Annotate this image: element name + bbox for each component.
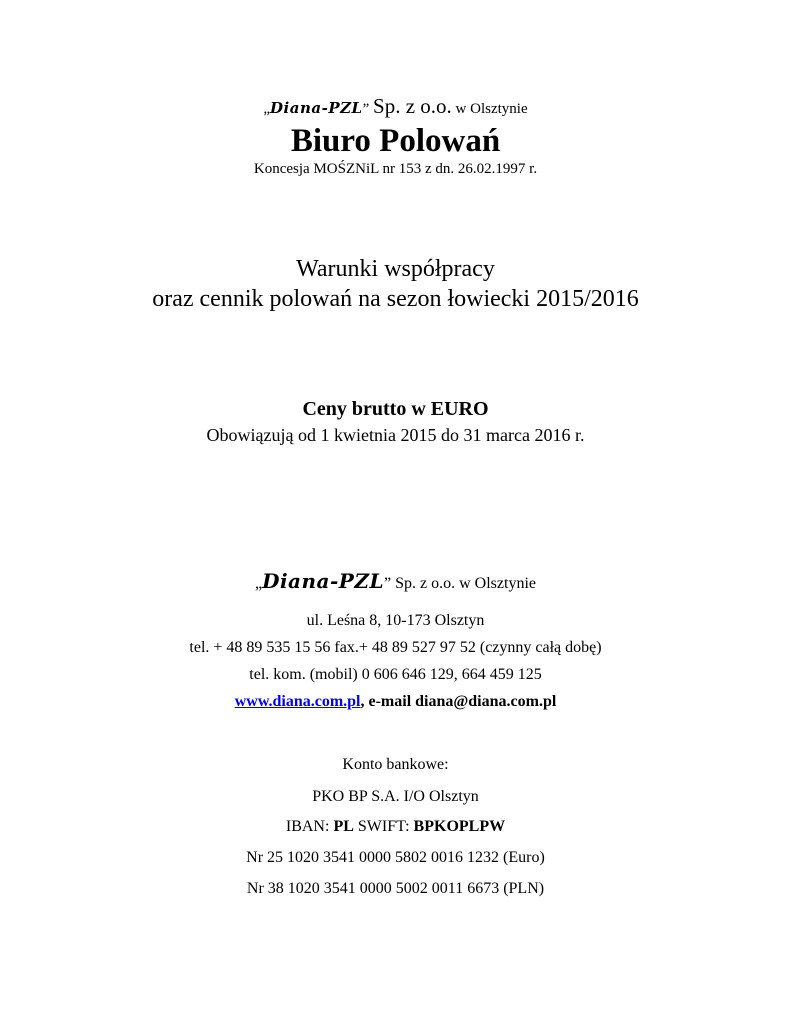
- conditions-heading-line2: oraz cennik polowań na sezon łowiecki 2015/2016: [152, 286, 639, 312]
- contact-address: ul. Leśna 8, 10-173 Olsztyn: [306, 612, 485, 629]
- open-quote: „: [263, 101, 271, 117]
- iban-label: IBAN:: [285, 818, 334, 835]
- iban-value: PL: [333, 818, 354, 835]
- close-quote: ”: [362, 101, 370, 117]
- contact-mobile: tel. kom. (mobil) 0 606 646 129, 664 459 125: [249, 666, 542, 683]
- account-pln: Nr 38 1020 3541 0000 5002 0011 6673 (PLN): [246, 880, 545, 897]
- contact-phone: tel. + 48 89 535 15 56 fax.+ 48 89 527 97 52 (czynny całą dobę): [189, 639, 602, 656]
- bank-iban-swift: [0, 819, 791, 835]
- firm-rest: ” Sp. z o.o. w Olsztynie: [384, 575, 536, 592]
- swift-value: BPKOPLPW: [413, 818, 506, 835]
- account-euro: Nr 25 1020 3541 0000 5802 0016 1232 (Euro): [246, 849, 545, 866]
- swift-label: SWIFT:: [353, 818, 414, 835]
- prices-title: Ceny brutto w EURO: [302, 398, 489, 420]
- email-text: , e-mail diana@diana.com.pl: [360, 693, 557, 710]
- bank-name: PKO BP S.A. I/O Olsztyn: [312, 788, 479, 805]
- website-link[interactable]: www.diana.com.pl: [234, 693, 361, 710]
- firm-logo-text: Diana-PZL: [262, 569, 385, 593]
- firm-logo-text: Diana-PZL: [270, 99, 363, 117]
- contact-firm-name: [0, 571, 791, 592]
- bank-label: Konto bankowe:: [342, 756, 449, 773]
- header-firm-name: [0, 96, 791, 117]
- page-title: Biuro Polowań: [290, 123, 501, 159]
- firm-city: w Olsztynie: [455, 101, 528, 117]
- prices-validity: Obowiązują od 1 kwietnia 2015 do 31 marca 2016 r.: [206, 425, 585, 445]
- concession-text: Koncesja MOŚZNiL nr 153 z dn. 26.02.1997 r.: [253, 161, 538, 177]
- firm-legal-form: Sp. z o.o.: [373, 94, 452, 118]
- open-quote: „: [255, 575, 263, 592]
- contact-web-email: [0, 694, 791, 710]
- conditions-heading-line1: Warunki współpracy: [296, 256, 495, 282]
